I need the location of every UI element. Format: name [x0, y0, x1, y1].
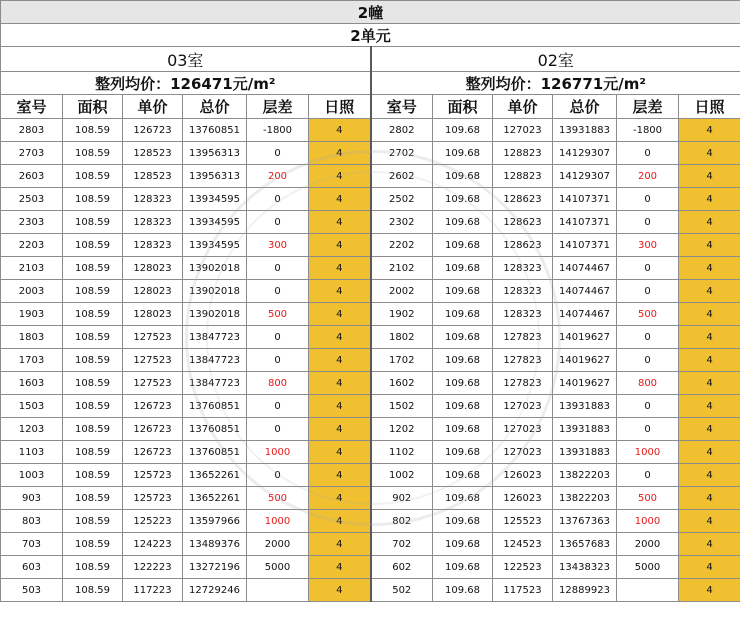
table-row [1, 211, 740, 234]
cell-room-number: 602 [371, 556, 433, 579]
cell-total-price: 13760851 [183, 119, 247, 142]
cell-area: 109.68 [433, 487, 493, 510]
cell-sunshine: 4 [679, 464, 740, 487]
cell-sunshine: 4 [309, 326, 371, 349]
cell-floor-diff: 1000 [617, 441, 679, 464]
cell-area: 108.59 [63, 487, 123, 510]
cell-area: 108.59 [63, 395, 123, 418]
cell-unit-price: 128623 [493, 211, 553, 234]
cell-unit-price: 127523 [123, 349, 183, 372]
cell-total-price: 13847723 [183, 372, 247, 395]
cell-total-price: 13931883 [553, 418, 617, 441]
cell-unit-price: 128023 [123, 303, 183, 326]
cell-unit-price: 126023 [493, 487, 553, 510]
cell-total-price: 14019627 [553, 349, 617, 372]
cell-floor-diff: 0 [617, 326, 679, 349]
average-price-03: 整列均价：126471元/m² [1, 72, 371, 95]
cell-unit-price: 128323 [123, 188, 183, 211]
cell-unit-price: 126723 [123, 395, 183, 418]
cell-unit-price: 127023 [493, 441, 553, 464]
cell-unit-price: 128323 [493, 257, 553, 280]
cell-sunshine: 4 [309, 418, 371, 441]
cell-floor-diff: 0 [247, 395, 309, 418]
cell-sunshine: 4 [309, 533, 371, 556]
cell-total-price: 13652261 [183, 464, 247, 487]
cell-total-price: 13847723 [183, 349, 247, 372]
room-title-02: 02室 [371, 47, 740, 72]
table-row [1, 142, 740, 165]
cell-room-number: 1703 [1, 349, 63, 372]
cell-total-price: 13489376 [183, 533, 247, 556]
cell-total-price: 13760851 [183, 441, 247, 464]
cell-area: 108.59 [63, 418, 123, 441]
cell-floor-diff: 500 [247, 303, 309, 326]
cell-sunshine: 4 [679, 556, 740, 579]
header-floor-diff: 层差 [247, 95, 309, 119]
cell-room-number: 1502 [371, 395, 433, 418]
cell-total-price: 13934595 [183, 188, 247, 211]
cell-sunshine: 4 [679, 165, 740, 188]
table-row [1, 510, 740, 533]
cell-room-number: 2303 [1, 211, 63, 234]
cell-unit-price: 127023 [493, 418, 553, 441]
average-price-02: 整列均价：126771元/m² [371, 72, 740, 95]
cell-total-price: 14129307 [553, 142, 617, 165]
cell-total-price: 13767363 [553, 510, 617, 533]
cell-total-price: 13934595 [183, 234, 247, 257]
cell-floor-diff: 0 [247, 418, 309, 441]
cell-area: 109.68 [433, 510, 493, 533]
cell-total-price: 13822203 [553, 487, 617, 510]
cell-area: 109.68 [433, 418, 493, 441]
cell-area: 108.59 [63, 257, 123, 280]
cell-floor-diff: 0 [247, 464, 309, 487]
cell-area: 109.68 [433, 372, 493, 395]
cell-room-number: 1002 [371, 464, 433, 487]
cell-area: 108.59 [63, 119, 123, 142]
cell-unit-price: 128523 [123, 142, 183, 165]
cell-sunshine: 4 [679, 441, 740, 464]
cell-sunshine: 4 [309, 372, 371, 395]
cell-total-price: 14107371 [553, 211, 617, 234]
header-sunshine: 日照 [309, 95, 371, 119]
cell-unit-price: 117523 [493, 579, 553, 602]
cell-total-price: 14107371 [553, 188, 617, 211]
cell-area: 108.59 [63, 188, 123, 211]
cell-area: 109.68 [433, 257, 493, 280]
cell-sunshine: 4 [309, 165, 371, 188]
cell-room-number: 2003 [1, 280, 63, 303]
cell-total-price: 13956313 [183, 165, 247, 188]
cell-sunshine: 4 [309, 441, 371, 464]
cell-floor-diff: 500 [617, 487, 679, 510]
cell-unit-price: 126723 [123, 441, 183, 464]
cell-floor-diff: 0 [617, 188, 679, 211]
cell-total-price: 14074467 [553, 257, 617, 280]
cell-floor-diff: 0 [247, 188, 309, 211]
cell-area: 109.68 [433, 303, 493, 326]
cell-total-price: 13760851 [183, 395, 247, 418]
cell-sunshine: 4 [679, 579, 740, 602]
header-unit-price: 单价 [493, 95, 553, 119]
table-row [1, 533, 740, 556]
table-row [1, 303, 740, 326]
cell-sunshine: 4 [679, 510, 740, 533]
cell-floor-diff: 0 [617, 418, 679, 441]
cell-unit-price: 127823 [493, 372, 553, 395]
cell-area: 108.59 [63, 464, 123, 487]
cell-floor-diff: 0 [617, 280, 679, 303]
cell-unit-price: 126023 [493, 464, 553, 487]
cell-sunshine: 4 [309, 280, 371, 303]
header-area: 面积 [63, 95, 123, 119]
cell-area: 108.59 [63, 441, 123, 464]
cell-area: 109.68 [433, 533, 493, 556]
cell-area: 109.68 [433, 556, 493, 579]
cell-floor-diff: 300 [617, 234, 679, 257]
cell-room-number: 2102 [371, 257, 433, 280]
cell-sunshine: 4 [679, 349, 740, 372]
cell-room-number: 1902 [371, 303, 433, 326]
cell-floor-diff: 0 [247, 280, 309, 303]
cell-room-number: 1803 [1, 326, 63, 349]
header-unit-price: 单价 [123, 95, 183, 119]
cell-room-number: 2703 [1, 142, 63, 165]
table-row [1, 418, 740, 441]
room-title-03: 03室 [1, 47, 371, 72]
cell-room-number: 2202 [371, 234, 433, 257]
cell-area: 109.68 [433, 280, 493, 303]
cell-area: 109.68 [433, 188, 493, 211]
cell-room-number: 903 [1, 487, 63, 510]
cell-sunshine: 4 [309, 119, 371, 142]
cell-room-number: 2802 [371, 119, 433, 142]
cell-unit-price: 128823 [493, 142, 553, 165]
cell-room-number: 502 [371, 579, 433, 602]
cell-room-number: 2002 [371, 280, 433, 303]
cell-sunshine: 4 [679, 372, 740, 395]
cell-room-number: 503 [1, 579, 63, 602]
cell-room-number: 1103 [1, 441, 63, 464]
cell-sunshine: 4 [679, 395, 740, 418]
cell-sunshine: 4 [679, 326, 740, 349]
table-row [1, 579, 740, 602]
cell-floor-diff: 0 [617, 395, 679, 418]
cell-sunshine: 4 [309, 464, 371, 487]
cell-sunshine: 4 [309, 257, 371, 280]
cell-sunshine: 4 [309, 303, 371, 326]
cell-floor-diff: 800 [247, 372, 309, 395]
cell-room-number: 2803 [1, 119, 63, 142]
cell-unit-price: 127823 [493, 326, 553, 349]
cell-sunshine: 4 [679, 211, 740, 234]
cell-area: 109.68 [433, 165, 493, 188]
cell-sunshine: 4 [309, 188, 371, 211]
cell-total-price: 13902018 [183, 257, 247, 280]
cell-room-number: 1503 [1, 395, 63, 418]
cell-room-number: 2602 [371, 165, 433, 188]
cell-sunshine: 4 [679, 234, 740, 257]
cell-room-number: 1903 [1, 303, 63, 326]
cell-total-price: 13934595 [183, 211, 247, 234]
cell-area: 108.59 [63, 349, 123, 372]
cell-total-price: 13902018 [183, 303, 247, 326]
cell-area: 109.68 [433, 395, 493, 418]
cell-total-price: 13956313 [183, 142, 247, 165]
cell-unit-price: 127523 [123, 326, 183, 349]
cell-floor-diff: 0 [247, 326, 309, 349]
cell-area: 108.59 [63, 533, 123, 556]
cell-total-price: 13597966 [183, 510, 247, 533]
cell-unit-price: 128023 [123, 257, 183, 280]
cell-unit-price: 128023 [123, 280, 183, 303]
cell-room-number: 2502 [371, 188, 433, 211]
cell-sunshine: 4 [309, 234, 371, 257]
cell-total-price: 14107371 [553, 234, 617, 257]
cell-total-price: 14074467 [553, 303, 617, 326]
cell-unit-price: 128623 [493, 188, 553, 211]
cell-area: 109.68 [433, 464, 493, 487]
header-sunshine: 日照 [679, 95, 740, 119]
cell-total-price: 13902018 [183, 280, 247, 303]
cell-floor-diff: 200 [617, 165, 679, 188]
cell-unit-price: 128623 [493, 234, 553, 257]
cell-unit-price: 127023 [493, 395, 553, 418]
unit-title: 2单元 [1, 24, 740, 47]
cell-sunshine: 4 [679, 188, 740, 211]
cell-unit-price: 117223 [123, 579, 183, 602]
cell-sunshine: 4 [679, 119, 740, 142]
cell-sunshine: 4 [309, 349, 371, 372]
cell-area: 108.59 [63, 372, 123, 395]
cell-unit-price: 124223 [123, 533, 183, 556]
cell-area: 109.68 [433, 119, 493, 142]
cell-floor-diff [247, 579, 309, 602]
cell-area: 108.59 [63, 211, 123, 234]
cell-unit-price: 126723 [123, 119, 183, 142]
cell-area: 108.59 [63, 165, 123, 188]
table-row [1, 349, 740, 372]
table-row [1, 556, 740, 579]
cell-room-number: 1603 [1, 372, 63, 395]
cell-total-price: 13652261 [183, 487, 247, 510]
table-row [1, 234, 740, 257]
cell-floor-diff: -1800 [247, 119, 309, 142]
cell-area: 108.59 [63, 326, 123, 349]
cell-unit-price: 126723 [123, 418, 183, 441]
cell-floor-diff: 0 [247, 257, 309, 280]
cell-floor-diff: 300 [247, 234, 309, 257]
cell-unit-price: 128823 [493, 165, 553, 188]
cell-area: 109.68 [433, 441, 493, 464]
cell-floor-diff: 0 [247, 349, 309, 372]
table-row [1, 119, 740, 142]
cell-total-price: 14074467 [553, 280, 617, 303]
cell-floor-diff: 1000 [247, 510, 309, 533]
cell-total-price: 12889923 [553, 579, 617, 602]
cell-unit-price: 128323 [123, 234, 183, 257]
cell-floor-diff: 1000 [247, 441, 309, 464]
cell-sunshine: 4 [309, 142, 371, 165]
cell-sunshine: 4 [679, 418, 740, 441]
header-room-number: 室号 [371, 95, 433, 119]
building-title: 2幢 [1, 1, 740, 24]
cell-room-number: 1102 [371, 441, 433, 464]
cell-area: 108.59 [63, 303, 123, 326]
header-room-number: 室号 [1, 95, 63, 119]
cell-floor-diff: 5000 [247, 556, 309, 579]
cell-room-number: 1202 [371, 418, 433, 441]
cell-floor-diff: 0 [617, 142, 679, 165]
table-row [1, 165, 740, 188]
cell-floor-diff: 500 [247, 487, 309, 510]
cell-unit-price: 125223 [123, 510, 183, 533]
cell-room-number: 1602 [371, 372, 433, 395]
cell-sunshine: 4 [309, 556, 371, 579]
header-floor-diff: 层差 [617, 95, 679, 119]
cell-total-price: 13931883 [553, 119, 617, 142]
cell-area: 109.68 [433, 211, 493, 234]
cell-floor-diff: 0 [617, 257, 679, 280]
cell-unit-price: 124523 [493, 533, 553, 556]
cell-room-number: 902 [371, 487, 433, 510]
cell-room-number: 703 [1, 533, 63, 556]
cell-unit-price: 127523 [123, 372, 183, 395]
cell-total-price: 13657683 [553, 533, 617, 556]
cell-sunshine: 4 [679, 533, 740, 556]
cell-unit-price: 128323 [493, 303, 553, 326]
cell-unit-price: 128523 [123, 165, 183, 188]
table-row [1, 487, 740, 510]
cell-floor-diff: 200 [247, 165, 309, 188]
cell-total-price: 13760851 [183, 418, 247, 441]
table-row [1, 441, 740, 464]
cell-area: 109.68 [433, 579, 493, 602]
cell-floor-diff: 2000 [617, 533, 679, 556]
cell-room-number: 702 [371, 533, 433, 556]
cell-unit-price: 125523 [493, 510, 553, 533]
header-total-price: 总价 [183, 95, 247, 119]
table-row [1, 464, 740, 487]
cell-floor-diff: 0 [617, 349, 679, 372]
cell-total-price: 14019627 [553, 372, 617, 395]
cell-floor-diff: 0 [247, 142, 309, 165]
cell-sunshine: 4 [679, 303, 740, 326]
cell-floor-diff: 0 [247, 211, 309, 234]
cell-unit-price: 128323 [123, 211, 183, 234]
cell-floor-diff: 0 [617, 464, 679, 487]
cell-floor-diff: 0 [617, 211, 679, 234]
cell-area: 108.59 [63, 510, 123, 533]
cell-sunshine: 4 [309, 211, 371, 234]
cell-total-price: 14019627 [553, 326, 617, 349]
cell-unit-price: 127023 [493, 119, 553, 142]
cell-area: 109.68 [433, 326, 493, 349]
cell-room-number: 1203 [1, 418, 63, 441]
cell-room-number: 2603 [1, 165, 63, 188]
cell-room-number: 1003 [1, 464, 63, 487]
cell-room-number: 2203 [1, 234, 63, 257]
cell-floor-diff: 1000 [617, 510, 679, 533]
cell-unit-price: 125723 [123, 464, 183, 487]
cell-floor-diff: 800 [617, 372, 679, 395]
cell-sunshine: 4 [679, 280, 740, 303]
cell-total-price: 13272196 [183, 556, 247, 579]
cell-room-number: 1802 [371, 326, 433, 349]
cell-total-price: 14129307 [553, 165, 617, 188]
cell-floor-diff: -1800 [617, 119, 679, 142]
cell-area: 108.59 [63, 234, 123, 257]
cell-total-price: 12729246 [183, 579, 247, 602]
table-row [1, 326, 740, 349]
cell-floor-diff: 500 [617, 303, 679, 326]
cell-sunshine: 4 [309, 395, 371, 418]
table-row [1, 257, 740, 280]
cell-area: 108.59 [63, 556, 123, 579]
cell-unit-price: 125723 [123, 487, 183, 510]
cell-floor-diff: 5000 [617, 556, 679, 579]
header-total-price: 总价 [553, 95, 617, 119]
cell-area: 108.59 [63, 280, 123, 303]
cell-room-number: 802 [371, 510, 433, 533]
header-area: 面积 [433, 95, 493, 119]
cell-total-price: 13822203 [553, 464, 617, 487]
cell-total-price: 13931883 [553, 395, 617, 418]
column-header-row [1, 95, 740, 119]
cell-area: 109.68 [433, 234, 493, 257]
cell-total-price: 13931883 [553, 441, 617, 464]
cell-room-number: 2702 [371, 142, 433, 165]
cell-floor-diff: 2000 [247, 533, 309, 556]
cell-room-number: 803 [1, 510, 63, 533]
cell-sunshine: 4 [679, 257, 740, 280]
cell-area: 108.59 [63, 579, 123, 602]
cell-area: 109.68 [433, 142, 493, 165]
cell-area: 109.68 [433, 349, 493, 372]
table-row [1, 280, 740, 303]
cell-area: 108.59 [63, 142, 123, 165]
cell-sunshine: 4 [309, 487, 371, 510]
cell-room-number: 1702 [371, 349, 433, 372]
cell-room-number: 2302 [371, 211, 433, 234]
table-row [1, 372, 740, 395]
cell-sunshine: 4 [679, 487, 740, 510]
cell-room-number: 603 [1, 556, 63, 579]
cell-unit-price: 122523 [493, 556, 553, 579]
cell-total-price: 13438323 [553, 556, 617, 579]
cell-floor-diff [617, 579, 679, 602]
table-row [1, 188, 740, 211]
cell-sunshine: 4 [309, 510, 371, 533]
cell-unit-price: 128323 [493, 280, 553, 303]
table-row [1, 395, 740, 418]
cell-room-number: 2503 [1, 188, 63, 211]
cell-unit-price: 127823 [493, 349, 553, 372]
cell-sunshine: 4 [679, 142, 740, 165]
cell-sunshine: 4 [309, 579, 371, 602]
cell-unit-price: 122223 [123, 556, 183, 579]
cell-total-price: 13847723 [183, 326, 247, 349]
cell-room-number: 2103 [1, 257, 63, 280]
